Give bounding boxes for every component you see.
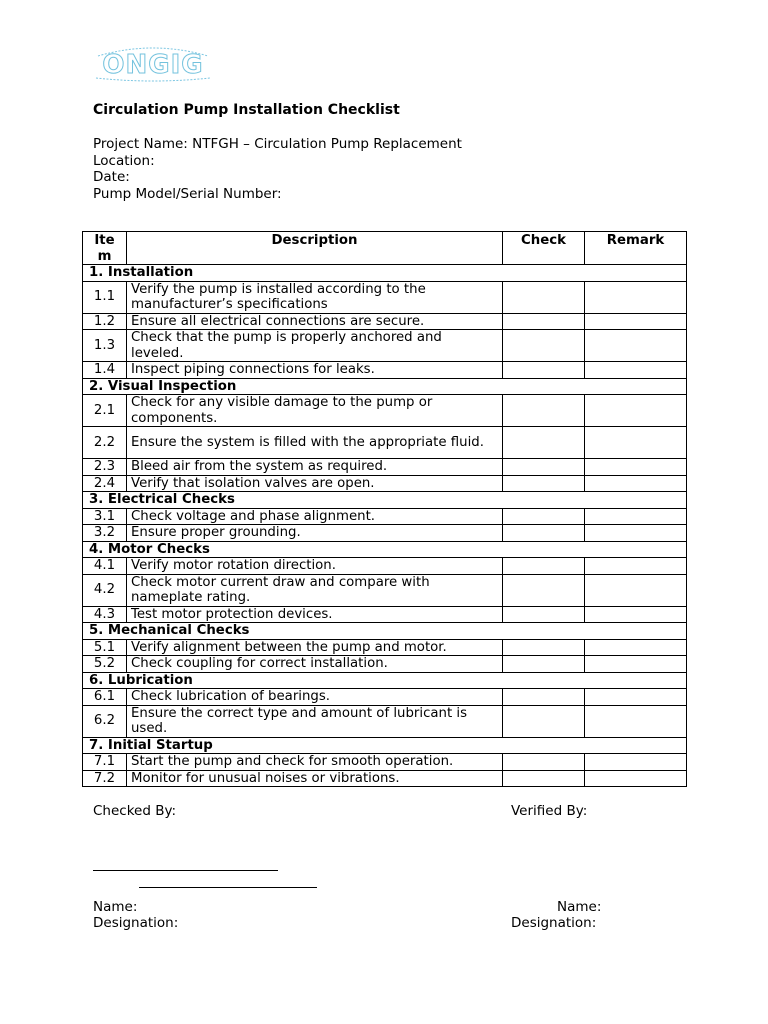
check-cell[interactable]	[503, 689, 585, 706]
verified-by-label: Verified By:	[511, 803, 588, 819]
remark-cell[interactable]	[585, 427, 687, 459]
item-description: Monitor for unusual noises or vibrations.	[127, 770, 503, 787]
item-description: Verify the pump is installed according to the manufacturer’s specifications	[127, 281, 503, 313]
remark-cell[interactable]	[585, 689, 687, 706]
section-title: 5. Mechanical Checks	[83, 623, 687, 640]
check-cell[interactable]	[503, 606, 585, 623]
item-number: 7.1	[83, 754, 127, 771]
right-designation-label: Designation:	[511, 915, 597, 931]
section-title: 6. Lubrication	[83, 672, 687, 689]
check-cell[interactable]	[503, 281, 585, 313]
remark-cell[interactable]	[585, 330, 687, 362]
item-description: Check voltage and phase alignment.	[127, 508, 503, 525]
table-row	[83, 656, 687, 673]
item-number: 4.1	[83, 558, 127, 575]
remark-cell[interactable]	[585, 281, 687, 313]
section-title: 1. Installation	[83, 265, 687, 282]
item-number: 6.1	[83, 689, 127, 706]
remark-cell[interactable]	[585, 639, 687, 656]
table-row	[83, 705, 687, 737]
section-row	[83, 492, 687, 509]
field-date: Date:	[93, 169, 130, 186]
table-row	[83, 639, 687, 656]
item-description: Bleed air from the system as required.	[127, 459, 503, 476]
check-cell[interactable]	[503, 656, 585, 673]
table-row	[83, 281, 687, 313]
check-cell[interactable]	[503, 475, 585, 492]
item-description: Ensure the system is filled with the appropriate fluid.	[127, 427, 503, 459]
item-number: 2.3	[83, 459, 127, 476]
item-description: Ensure proper grounding.	[127, 525, 503, 542]
item-number: 4.2	[83, 574, 127, 606]
table-row	[83, 362, 687, 379]
section-row	[83, 265, 687, 282]
item-description: Verify alignment between the pump and motor.	[127, 639, 503, 656]
item-description: Check lubrication of bearings.	[127, 689, 503, 706]
remark-cell[interactable]	[585, 313, 687, 330]
field-location: Location:	[93, 152, 155, 169]
table-row	[83, 313, 687, 330]
signature-line-checked	[93, 870, 278, 871]
remark-cell[interactable]	[585, 395, 687, 427]
right-name-label: Name:	[557, 899, 602, 915]
company-logo	[92, 42, 214, 82]
item-number: 7.2	[83, 770, 127, 787]
checklist-table	[82, 231, 687, 787]
check-cell[interactable]	[503, 558, 585, 575]
check-cell[interactable]	[503, 574, 585, 606]
item-number: 1.3	[83, 330, 127, 362]
checked-by-label: Checked By:	[93, 803, 177, 819]
field-pump-model: Pump Model/Serial Number:	[93, 185, 282, 202]
header-description: Description	[127, 232, 503, 265]
item-number: 4.3	[83, 606, 127, 623]
item-description: Check for any visible damage to the pump or components.	[127, 395, 503, 427]
table-row	[83, 508, 687, 525]
signature-line-verified	[139, 887, 317, 888]
document-title: Circulation Pump Installation Checklist	[93, 102, 400, 118]
section-row	[83, 672, 687, 689]
remark-cell[interactable]	[585, 525, 687, 542]
remark-cell[interactable]	[585, 558, 687, 575]
checklist-body	[83, 265, 687, 787]
left-designation-label: Designation:	[93, 915, 179, 931]
logo-wordmark: ONGIG	[102, 50, 204, 80]
remark-cell[interactable]	[585, 459, 687, 476]
item-number: 3.1	[83, 508, 127, 525]
check-cell[interactable]	[503, 362, 585, 379]
item-description: Start the pump and check for smooth operation.	[127, 754, 503, 771]
item-description: Check coupling for correct installation.	[127, 656, 503, 673]
item-number: 2.2	[83, 427, 127, 459]
item-description: Test motor protection devices.	[127, 606, 503, 623]
item-number: 6.2	[83, 705, 127, 737]
table-row	[83, 770, 687, 787]
section-title: 4. Motor Checks	[83, 541, 687, 558]
check-cell[interactable]	[503, 508, 585, 525]
project-fields	[93, 136, 462, 202]
item-number: 2.4	[83, 475, 127, 492]
table-row	[83, 330, 687, 362]
table-header-row	[83, 232, 687, 265]
table-row	[83, 754, 687, 771]
section-title: 3. Electrical Checks	[83, 492, 687, 509]
item-number: 1.2	[83, 313, 127, 330]
table-row	[83, 427, 687, 459]
item-description: Inspect piping connections for leaks.	[127, 362, 503, 379]
item-number: 3.2	[83, 525, 127, 542]
check-cell[interactable]	[503, 330, 585, 362]
check-cell[interactable]	[503, 754, 585, 771]
section-row	[83, 378, 687, 395]
check-cell[interactable]	[503, 459, 585, 476]
remark-cell[interactable]	[585, 770, 687, 787]
check-cell[interactable]	[503, 395, 585, 427]
field-project-name: Project Name: NTFGH – Circulation Pump Replacement	[93, 136, 462, 152]
item-number: 5.2	[83, 656, 127, 673]
check-cell[interactable]	[503, 639, 585, 656]
section-row	[83, 541, 687, 558]
remark-cell[interactable]	[585, 362, 687, 379]
remark-cell[interactable]	[585, 656, 687, 673]
remark-cell[interactable]	[585, 574, 687, 606]
item-description: Ensure the correct type and amount of lubricant is used.	[127, 705, 503, 737]
remark-cell[interactable]	[585, 475, 687, 492]
item-number: 5.1	[83, 639, 127, 656]
header-item: Ite m	[83, 232, 127, 265]
check-cell[interactable]	[503, 525, 585, 542]
section-title: 7. Initial Startup	[83, 737, 687, 754]
item-number: 2.1	[83, 395, 127, 427]
item-description: Check that the pump is properly anchored and leveled.	[127, 330, 503, 362]
table-row	[83, 395, 687, 427]
table-row	[83, 459, 687, 476]
item-description: Check motor current draw and compare with nameplate rating.	[127, 574, 503, 606]
item-description: Verify that isolation valves are open.	[127, 475, 503, 492]
table-row	[83, 525, 687, 542]
item-number: 1.1	[83, 281, 127, 313]
table-row	[83, 606, 687, 623]
header-remark: Remark	[585, 232, 687, 265]
item-description: Ensure all electrical connections are secure.	[127, 313, 503, 330]
remark-cell[interactable]	[585, 508, 687, 525]
item-number: 1.4	[83, 362, 127, 379]
table-row	[83, 558, 687, 575]
remark-cell[interactable]	[585, 606, 687, 623]
check-cell[interactable]	[503, 770, 585, 787]
section-row	[83, 737, 687, 754]
table-row	[83, 574, 687, 606]
table-row	[83, 475, 687, 492]
header-check: Check	[503, 232, 585, 265]
remark-cell[interactable]	[585, 705, 687, 737]
item-description: Verify motor rotation direction.	[127, 558, 503, 575]
table-row	[83, 689, 687, 706]
section-title: 2. Visual Inspection	[83, 378, 687, 395]
left-name-label: Name:	[93, 899, 138, 915]
remark-cell[interactable]	[585, 754, 687, 771]
check-cell[interactable]	[503, 705, 585, 737]
check-cell[interactable]	[503, 313, 585, 330]
check-cell[interactable]	[503, 427, 585, 459]
section-row	[83, 623, 687, 640]
